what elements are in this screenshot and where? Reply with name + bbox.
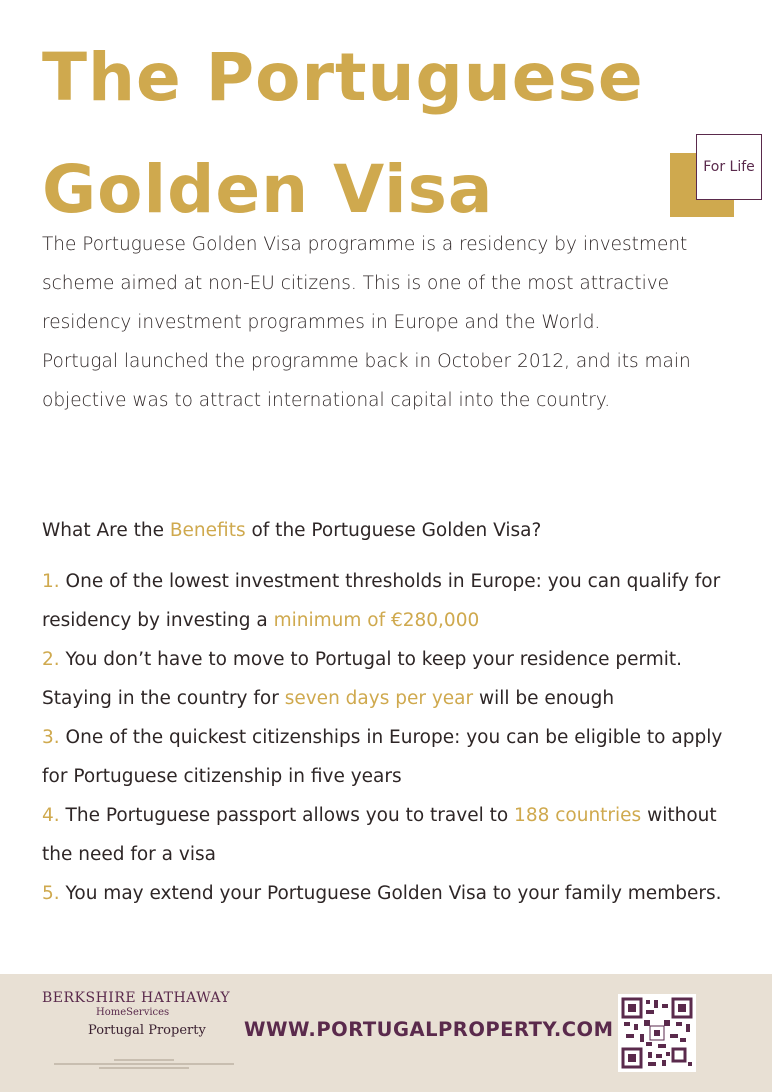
page-title xyxy=(42,22,644,246)
question-text-end: of the Portuguese Golden Visa? xyxy=(245,520,542,541)
list-text: One of the quickest citizenships in Europe: you can be eligible to apply for Portuguese citizenship in five years xyxy=(42,727,723,787)
qr-code-icon[interactable] xyxy=(618,994,696,1072)
brand-region: Portugal Property xyxy=(88,1023,206,1038)
brand-sub: HomeServices xyxy=(96,1007,170,1018)
question-highlight: Benefits xyxy=(169,520,246,541)
list-text: The Portuguese passport allows you to travel to xyxy=(59,805,515,826)
list-text-end: will be enough xyxy=(473,688,615,709)
intro-paragraph-1: The Portuguese Golden Visa programme is a residency by investment scheme aimed at non-EU citizens. This is one of the most attractive residency investment programmes in Europe and the World. xyxy=(42,234,688,333)
list-item xyxy=(42,874,732,913)
list-item xyxy=(42,562,732,640)
website-link[interactable]: WWW.PORTUGALPROPERTY.COM xyxy=(244,1018,614,1041)
list-item xyxy=(42,640,732,718)
fine-print-logo xyxy=(44,1058,244,1073)
intro-text xyxy=(42,225,722,420)
list-highlight: minimum of €280,000 xyxy=(273,610,480,631)
benefits-list xyxy=(42,562,732,913)
list-item xyxy=(42,796,732,874)
title-line-1: The Portuguese xyxy=(42,39,644,116)
list-number: 2. xyxy=(42,649,60,670)
list-text-end: without the need for a visa xyxy=(42,805,717,865)
list-highlight: 188 countries xyxy=(514,805,642,826)
list-number: 4. xyxy=(42,805,60,826)
intro-paragraph-2: Portugal launched the programme back in October 2012, and its main objective was to attract international capital into the country. xyxy=(42,351,691,411)
benefits-question xyxy=(42,511,541,550)
title-line-2: Golden Visa xyxy=(42,151,494,228)
list-number: 3. xyxy=(42,727,60,748)
badge-label: For Life xyxy=(703,159,755,175)
list-text: You don’t have to move to Portugal to keep your residence permit. Staying in the country for xyxy=(42,649,683,709)
list-text: You may extend your Portuguese Golden Visa to your family members. xyxy=(59,883,722,904)
for-life-badge xyxy=(696,134,762,200)
list-item xyxy=(42,718,732,796)
brand-name: BERKSHIRE HATHAWAY xyxy=(42,990,231,1006)
list-highlight: seven days per year xyxy=(284,688,474,709)
question-text-start: What Are the xyxy=(42,520,170,541)
list-number: 5. xyxy=(42,883,60,904)
list-number: 1. xyxy=(42,571,60,592)
footer xyxy=(0,974,772,1092)
list-text: One of the lowest investment thresholds in Europe: you can qualify for residency by investing a xyxy=(42,571,721,631)
